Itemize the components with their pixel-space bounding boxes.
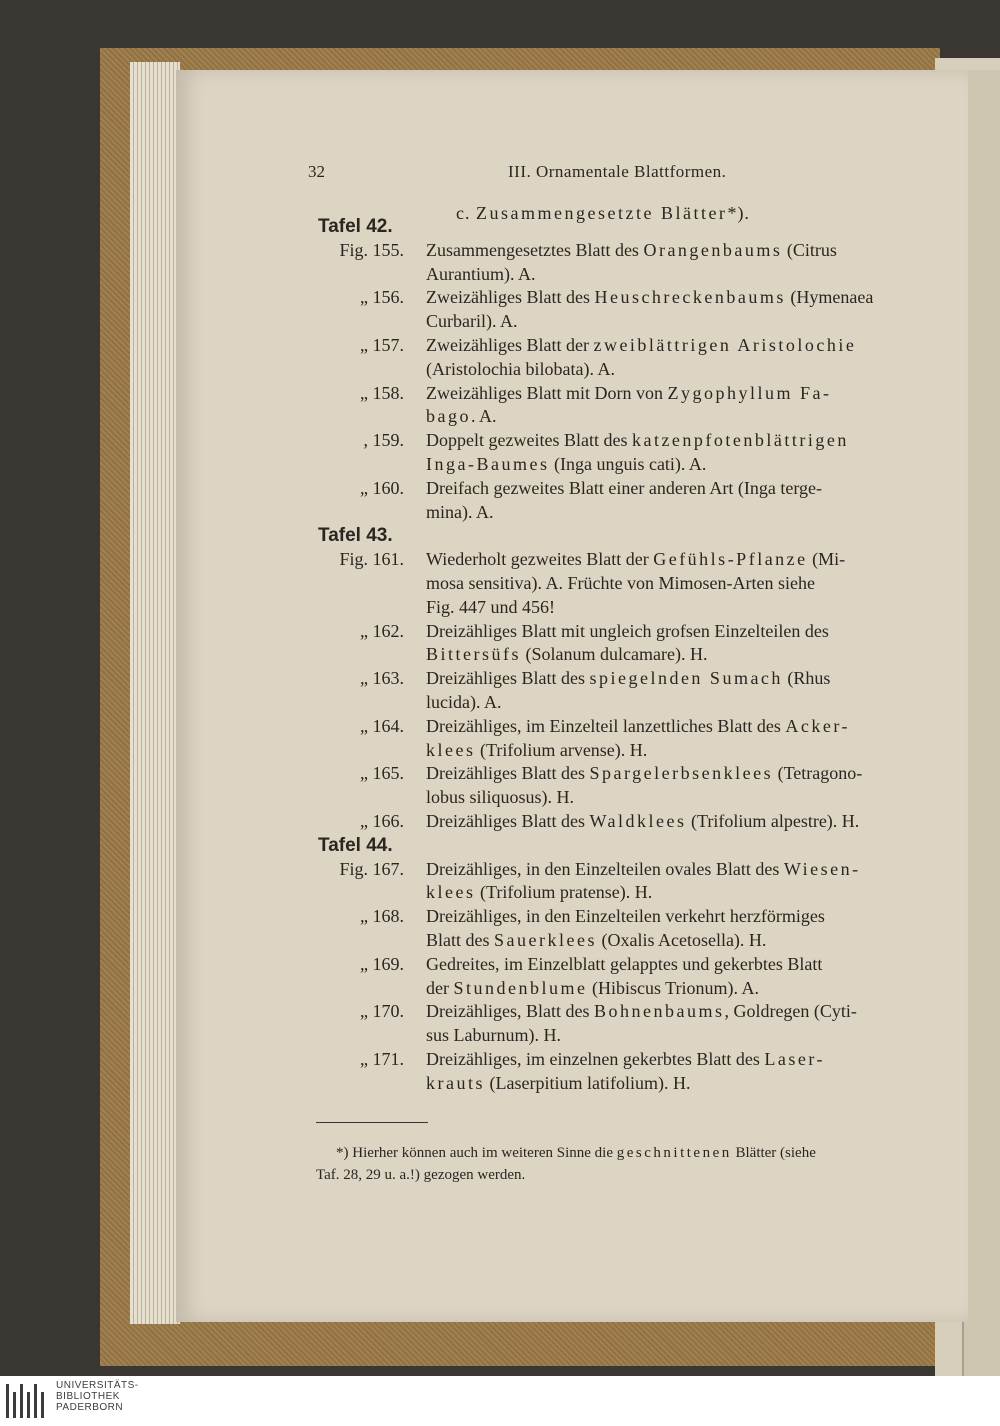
entry-line (426, 1025, 561, 1046)
text-segment: Doppelt gezweites Blatt des (426, 430, 632, 451)
footnote-line (336, 1145, 816, 1162)
spaced-term: zweiblättrigen Aristolochie (593, 335, 857, 355)
entry-line (426, 621, 829, 642)
spaced-term: Zygophyllum Fa- (667, 382, 832, 403)
text-segment: sus Laburnum). H. (426, 1025, 561, 1046)
entry-line (426, 597, 555, 618)
text-segment: (Rhus (782, 668, 831, 689)
footnote-line (316, 1167, 525, 1184)
spaced-term: geschnittenen (616, 1145, 732, 1161)
figure-number: „ 165. (360, 763, 404, 784)
entry-line (426, 549, 845, 570)
spaced-term: Bohnenbaums (593, 1001, 725, 1022)
text-segment: Taf. 28, 29 u. a.!) gezogen werden. (316, 1167, 526, 1183)
figure-number: „ 158. (360, 382, 404, 403)
text-segment: Dreizähliges Blatt des (426, 763, 590, 784)
text-segment: Dreizähliges, in den Einzelteilen verkehrt herzförmiges (426, 906, 825, 927)
figure-number: „ 168. (360, 906, 404, 927)
figure-number: Fig. 161. (339, 549, 404, 570)
spaced-term: Inga-Baumes (426, 454, 550, 474)
text-segment: Dreizähliges, in den Einzelteilen ovales Blatt des (426, 858, 784, 879)
text-segment: Dreizähliges Blatt mit ungleich grofsen Einzelteilen des (426, 620, 829, 641)
spaced-term: Gefühls-Pflanze (653, 549, 808, 570)
text-segment: (Solanum dulcamare). H. (521, 644, 708, 665)
figure-number: Fig. 155. (339, 239, 404, 260)
spaced-term: Stundenblume (453, 977, 588, 998)
footnote-rule (316, 1122, 428, 1123)
text-segment: Dreizähliges, Blatt des (426, 1001, 594, 1022)
logo-bar (27, 1392, 30, 1418)
logo-line-2: BIBLIOTHEK (56, 1391, 120, 1402)
entry-line (426, 859, 861, 880)
spaced-term: spiegelnden Sumach (589, 668, 783, 689)
spaced-term: bago (426, 406, 471, 427)
text-segment: , Goldregen (Cyti- (724, 1001, 857, 1022)
text-segment: . A. (471, 406, 497, 427)
entry-line (426, 787, 574, 808)
spaced-term: Sauerklees (494, 930, 597, 950)
spaced-term: Waldklees (589, 811, 687, 831)
logo-bar (13, 1392, 16, 1418)
section-prefix: c. (456, 203, 471, 223)
text-segment: mina). A. (426, 501, 494, 522)
figure-number: „ 164. (360, 715, 404, 736)
text-segment: (Trifolium arvense). H. (475, 739, 648, 760)
text-segment: (Oxalis Acetosella). H. (596, 930, 767, 950)
text-segment: (Hymenaea (785, 287, 874, 308)
text-segment: lucida). A. (426, 692, 502, 712)
entry-line (426, 1049, 825, 1070)
tafel-heading: Tafel 42. (318, 216, 393, 237)
figure-number: „ 157. (360, 335, 404, 355)
figure-number: „ 171. (360, 1049, 404, 1069)
tafel-heading: Tafel 44. (318, 834, 393, 856)
entry-line (426, 430, 849, 451)
book-page (176, 70, 968, 1322)
text-segment: Aurantium). A. (426, 263, 536, 284)
entry-line (426, 930, 766, 951)
figure-number: „ 160. (360, 477, 404, 498)
entry-line (426, 240, 837, 261)
logo-line-1: UNIVERSITÄTS- (56, 1380, 139, 1391)
figure-number: Fig. 167. (339, 858, 404, 879)
entry-line (426, 692, 501, 713)
spaced-term: klees (426, 882, 476, 903)
text-segment: Zusammengesetztes Blatt des (426, 239, 644, 260)
section-text: Zusammengesetzte Blätter (476, 203, 728, 223)
text-segment: (Mi- (807, 549, 846, 570)
entry-line (426, 264, 536, 285)
entry-line (426, 406, 497, 427)
text-segment: der (426, 977, 454, 998)
section-note: *). (727, 203, 750, 223)
running-title: III. Ornamentale Blattformen. (508, 162, 727, 181)
text-segment: (Tetragono- (773, 763, 863, 784)
entry-line (426, 716, 850, 737)
library-footer (0, 1376, 1000, 1426)
figure-number: , 159. (363, 430, 404, 451)
page-number: 32 (308, 162, 325, 181)
spaced-term: Spargelerbsenklees (589, 763, 774, 784)
text-segment: Gedreites, im Einzelblatt gelapptes und gekerbtes Blatt (426, 953, 823, 974)
spaced-term: Heuschreckenbaums (594, 287, 786, 308)
entry-line (426, 478, 822, 499)
entry-line (426, 978, 759, 999)
tafel-heading: Tafel 43. (318, 525, 393, 547)
logo-bar (6, 1384, 9, 1418)
spaced-term: katzenpfotenblättrigen (631, 430, 849, 451)
spaced-term: krauts (426, 1072, 485, 1093)
text-segment: Dreifach gezweites Blatt einer anderen Art (Inga terge- (426, 477, 822, 498)
page-edges (130, 62, 180, 1324)
text-segment: (Citrus (782, 239, 837, 260)
figure-number: „ 162. (360, 620, 404, 641)
entry-line (426, 359, 615, 380)
text-segment: Wiederholt gezweites Blatt der (426, 549, 654, 570)
entry-line (426, 454, 706, 475)
entry-line (426, 335, 856, 356)
section-title (456, 203, 750, 224)
entry-line (426, 311, 518, 332)
logo-bar (34, 1384, 37, 1418)
spaced-term: Bittersüfs (426, 644, 521, 665)
text-segment: (Trifolium pratense). H. (475, 882, 653, 903)
entry-line (426, 573, 815, 594)
entry-line (426, 668, 830, 689)
entry-line (426, 763, 862, 784)
text-segment: Zweizähliges Blatt der (426, 335, 594, 355)
text-segment: (Aristolochia bilobata). A. (426, 358, 615, 379)
figure-number: „ 156. (360, 287, 404, 308)
logo-bar (20, 1384, 23, 1418)
spaced-term: Wiesen- (783, 858, 861, 879)
entry-line (426, 1001, 857, 1022)
text-segment: (Inga unguis cati). A. (549, 454, 707, 474)
entry-line (426, 954, 822, 975)
entry-line (426, 383, 831, 404)
figure-number: „ 163. (360, 668, 404, 689)
text-segment: Curbaril). A. (426, 311, 518, 332)
logo-line-3: PADERBORN (56, 1402, 124, 1413)
text-segment: (Hibiscus Trionum). A. (587, 977, 760, 998)
entry-line (426, 740, 647, 761)
text-segment: Blatt des (426, 930, 494, 950)
text-segment: (Laserpitium latifolium). H. (485, 1072, 691, 1093)
entry-line (426, 811, 859, 832)
spaced-term: Acker- (785, 715, 850, 736)
library-logo-icon (6, 1384, 50, 1422)
text-segment: mosa sensitiva). A. Früchte von Mimosen-Arten siehe (426, 573, 815, 593)
spaced-term: Laser- (764, 1049, 825, 1069)
spaced-term: klees (426, 739, 476, 760)
entry-line (426, 502, 494, 523)
entry-line (426, 644, 707, 665)
logo-bar (41, 1392, 44, 1418)
text-segment: Dreizähliges Blatt des (426, 811, 590, 831)
entry-line (426, 287, 873, 308)
entry-line (426, 882, 652, 903)
text-segment: Dreizähliges, im Einzelteil lanzettliches Blatt des (426, 715, 786, 736)
text-segment: Dreizähliges, im einzelnen gekerbtes Blatt des (426, 1049, 765, 1069)
text-segment: Dreizähliges Blatt des (426, 668, 590, 689)
text-segment: *) Hierher können auch im weiteren Sinne die (336, 1145, 617, 1161)
text-segment: Fig. 447 und 456! (426, 596, 556, 617)
figure-number: „ 169. (360, 953, 404, 974)
entry-line (426, 906, 825, 927)
entry-line (426, 1073, 690, 1094)
spaced-term: Orangenbaums (643, 239, 783, 260)
text-segment: lobus siliquosus). H. (426, 787, 575, 808)
text-segment: Blätter (siehe (731, 1145, 816, 1161)
text-segment: Zweizähliges Blatt mit Dorn von (426, 382, 668, 403)
figure-number: „ 166. (360, 811, 404, 831)
text-segment: Zweizähliges Blatt des (426, 287, 595, 308)
text-segment: (Trifolium alpestre). H. (686, 811, 860, 831)
figure-number: „ 170. (360, 1001, 404, 1022)
